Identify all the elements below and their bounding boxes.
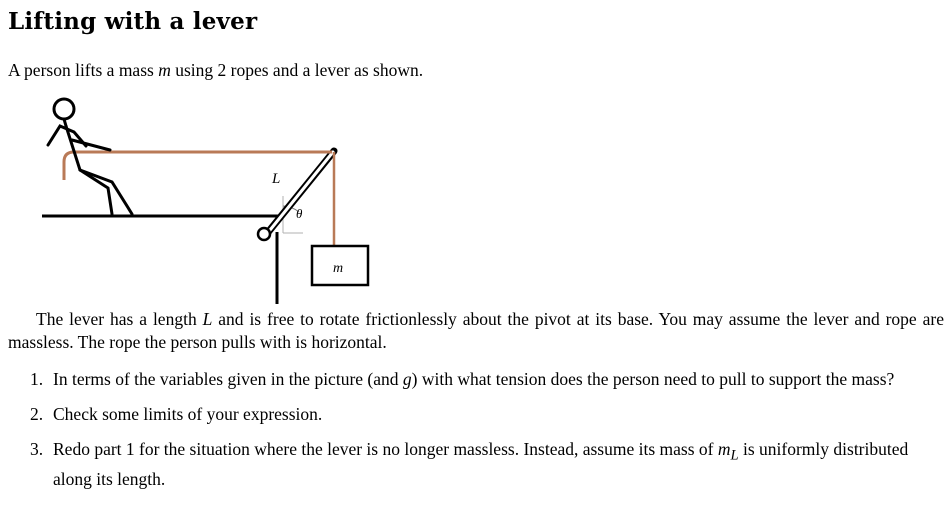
length-label: L bbox=[272, 171, 281, 187]
intro-before: A person lifts a mass bbox=[8, 60, 159, 80]
gravity-var: g bbox=[402, 369, 412, 389]
intro-after: using 2 ropes and a lever as shown. bbox=[170, 60, 424, 80]
pivot-circle bbox=[258, 228, 270, 240]
question-number: 3. bbox=[30, 439, 44, 459]
question-text-after: is uniformly distributed along its length. bbox=[53, 439, 909, 489]
question-list bbox=[0, 368, 944, 503]
stick-person bbox=[48, 99, 132, 214]
question-text: Check some limits of your expression. bbox=[53, 404, 323, 424]
question-number: 1. bbox=[30, 369, 44, 389]
horizontal-rope bbox=[64, 152, 332, 180]
lever-figure bbox=[0, 88, 420, 304]
question-item-3 bbox=[0, 438, 944, 491]
description-part-2: and is free to rotate frictionlessly about the pivot at its base. You may assume the lever and rope are massless. The rope the person pulls with is horizontal. bbox=[8, 309, 944, 352]
question-number: 2. bbox=[30, 404, 44, 424]
intro-text bbox=[8, 60, 423, 81]
intro-mass-var: m bbox=[158, 60, 171, 80]
question-item-1 bbox=[0, 368, 944, 391]
description-part-1: The lever has a length bbox=[36, 309, 203, 329]
question-item-2 bbox=[0, 403, 944, 426]
lever-arm-inner bbox=[266, 152, 333, 235]
person-head bbox=[54, 99, 74, 119]
mass-label: m bbox=[333, 261, 344, 276]
angle-label: θ bbox=[296, 206, 303, 221]
page-title: Lifting with a lever bbox=[8, 8, 258, 35]
question-text-after: ) with what tension does the person need to pull to support the mass? bbox=[411, 369, 895, 389]
question-text-before: Redo part 1 for the situation where the lever is no longer massless. Instead, assume its mass of bbox=[53, 439, 718, 459]
question-text-before: In terms of the variables given in the picture (and bbox=[53, 369, 403, 389]
person-arm-2 bbox=[72, 140, 110, 150]
lever-mass-subscript: L bbox=[730, 447, 739, 464]
lever-mass-var: m bbox=[717, 439, 731, 459]
description-paragraph bbox=[8, 308, 944, 354]
description-length-var: L bbox=[202, 309, 213, 329]
